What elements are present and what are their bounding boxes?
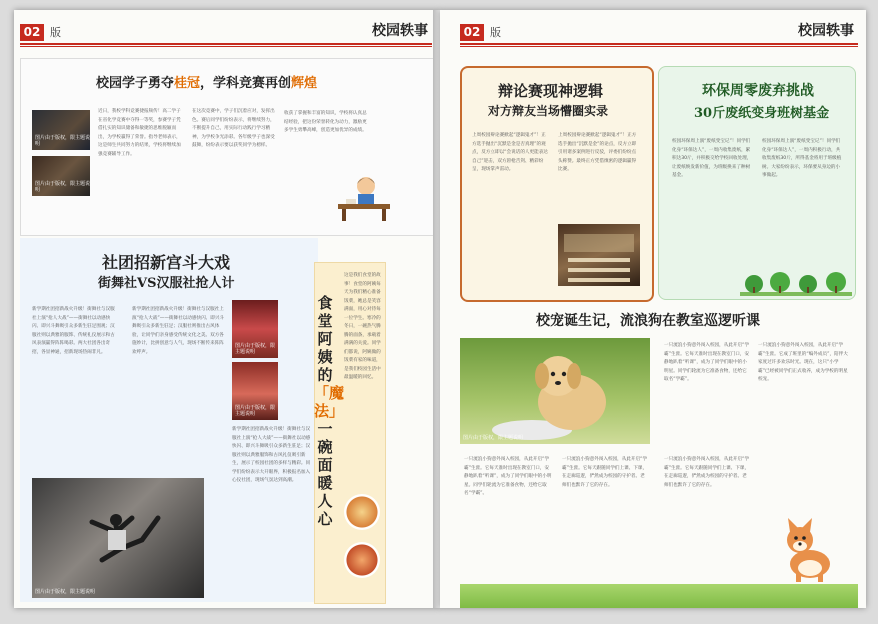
article-competition-title: 校园学子勇夺桂冠，学科竞赛再创辉煌	[96, 76, 318, 91]
article-competition-col1: 近日，我校学科竞赛捷报频传！高二学子在省化学竞赛中夺得一等奖，参赛学子凭借扎实的知识储备和敏捷的思维脱颖而出，为学校赢得了荣誉。指导老师表示，这是师生共同努力的结果，学校将继续加强竞赛辅导工作。	[98, 109, 181, 157]
page-number: 02	[20, 24, 44, 41]
header-rule-thin	[20, 46, 432, 47]
photo-award-1: 图片由于版权，限主题说明	[32, 110, 90, 150]
pet-title: 校宠诞生记，流浪狗在教室巡逻听课	[536, 313, 760, 329]
canteen-body: 这是我们食堂的故事！食堂的阿姨每天为我们精心准备饭菜，她总是笑容满面，用心对待每一位学生。寒冷的冬日，一碗热气腾腾的面条，承载着满满的关爱。同学们都说，阿姨做的饭菜有家的味道，是我们校园生活中最温暖的回忆。	[344, 273, 381, 380]
photo-award-2: 图片由于版权，限主题说明	[32, 156, 90, 196]
edition-label: 版	[490, 26, 501, 39]
debate-title: 辩论赛现神逻辑	[498, 82, 604, 100]
debate-col2: 上周校园辩论赛掀起“逻辑鬼才”！正方选手抛出“沉默是金”的论点，反方立即引用诸多案例进行反驳，评委们纷纷点头称赞。最终正方凭借缜密的逻辑赢得比赛。	[558, 133, 637, 172]
article-clubs-col2: 新学期社团招新战火升级！街舞社与汉服社上演“抢人大战”——街舞社以动感快闪、即兴斗舞吸引众多新生驻足；汉服社则推出古风体验，让同学们亲身感受传统文化之美。双方各施妙计，比拼创意与人气，现场不断传来阵阵欢呼声。	[132, 307, 225, 355]
photo-streetdance: 图片由于版权，限主题说明	[32, 478, 204, 598]
eco-col2: 校园环保周上演“废纸变宝记”！同学们化身“环保达人”，一周内积极行动，共收集废纸30斤，所得基金将用于班级植树。大家纷纷表示，环保要从身边的小事做起。	[762, 139, 842, 178]
eco-subtitle: 30斤废纸变身班树基金	[694, 106, 830, 121]
pet-col2-bottom: 一只流浪小狗意外闯入校园，从此开启“学霸”生涯。它每天跟随同学们上课、下课，在走廊巡逻，俨然成为校园的守护者。老师们也默许了它的存在。	[664, 457, 750, 488]
pet-col3: 一只流浪小狗意外闯入校园，从此开启“学霸”生涯。它成了班里的“编外成员”，陪伴大家度过许多欢乐时光。现在，这只“小学霸”已经被同学们正式收养，成为学校的明星校宠。	[758, 343, 848, 382]
food-photo-1	[344, 494, 380, 530]
canteen-title-vertical: 食堂阿姨的 「魔法」 一碗面暖人心	[314, 294, 345, 528]
photo-hanfu-1: 图片由于版权，限主题说明	[232, 300, 278, 358]
tree-icon	[740, 272, 852, 296]
article-clubs-title: 社团招新宫斗大戏	[102, 253, 231, 272]
debate-col1: 上周校园辩论赛掀起“逻辑鬼才”！正方选手抛出“沉默是金是否真理”的观点，反方立即以“会说话的人更能表达自己”迎击，双方唇枪舌剑、精彩纷呈，现场掌声雷动。	[472, 133, 548, 172]
header-rule-thin	[460, 46, 858, 47]
article-clubs-col1: 新学期社团招新战火升级！街舞社与汉服社上演“抢人大战”——街舞社以动感快闪、即兴斗舞吸引众多新生驻足围观；汉服社则以典雅的服饰、传统礼仪展示和古风表演赢得阵阵喝彩。两大社团各出奇招，各显神通，招新现场热闹非凡。	[32, 307, 115, 355]
pet-col1-top: 一只流浪小狗意外闯入校园，从此开启“学霸”生涯。它每天准时出现在教室门口，安静地趴着“听课”，成为了同学们眼中的小明星。同学们轮流为它准备食物，还给它取名“学霸”。	[664, 343, 750, 382]
photo-puppy: 图片由于版权，限主题说明	[460, 338, 650, 444]
photo-debate	[558, 224, 640, 286]
header-rule	[20, 43, 432, 45]
debate-subtitle: 对方辩友当场懵圈实录	[488, 104, 609, 118]
food-photo-2	[344, 542, 380, 578]
photo-hanfu-2: 图片由于版权，限主题说明	[232, 362, 278, 420]
grass-strip	[460, 584, 858, 608]
article-clubs-col3: 新学期社团招新战火升级！街舞社与汉服社上演“抢人大战”——街舞社以动感快闪、即兴斗舞吸引众多新生驻足；汉服社则以典雅服饰和古风礼仪吸引新生，展示了校园社团的多样与精彩。同学们纷纷表示大开眼界，积极报名加入心仪社团，现场气氛达到高潮。	[232, 427, 311, 483]
eco-col1: 校园环保周上演“废纸变宝记”！同学们化身“环保达人”，一周内收集废纸，累积达30斤，并积极交给学校回收处理，让废纸焕发新价值，为班级换来了种树基金。	[672, 139, 752, 178]
right-newspaper-page	[440, 10, 866, 608]
article-clubs-subtitle: 街舞社VS汉服社抢人计	[98, 276, 235, 291]
student-desk-icon	[332, 170, 394, 222]
section-header: 校园轶事	[798, 23, 854, 39]
pet-col2: 一只流浪小狗意外闯入校园，从此开启“学霸”生涯。它每天跟随同学们上课、下课，在走廊巡逻，俨然成为校园的守护者。老师们也默许了它的存在。	[562, 457, 648, 488]
pet-col1: 一只流浪小狗意外闯入校园，从此开启“学霸”生涯。它每天准时出现在教室门口，安静地趴着“听课”，成为了同学们眼中的小明星。同学们轮流为它准备食物，还给它取名“学霸”。	[464, 457, 552, 496]
corgi-dog-icon	[776, 516, 840, 586]
left-newspaper-page	[14, 10, 440, 608]
section-header: 校园轶事	[372, 23, 428, 39]
page-number: 02	[460, 24, 484, 41]
article-competition-col3: 收获了掌握和丰富的知识，学校将认真总结经验，把这份荣誉转化为动力，激励更多学生勇攀高峰，创造更加优异的成绩。	[284, 111, 367, 133]
header-rule	[460, 43, 858, 45]
edition-label: 版	[50, 26, 61, 39]
article-competition-col2: 在这次竞赛中，学子们沉着应对，发挥出色。赛后同学们纷纷表示，将继续努力，不断提升自己，用实际行动践行学习精神，为学校争光添彩。各年级学子也深受鼓舞，纷纷表示要以获奖同学为榜样。	[192, 109, 275, 148]
eco-title: 环保周零废弃挑战	[702, 83, 814, 99]
